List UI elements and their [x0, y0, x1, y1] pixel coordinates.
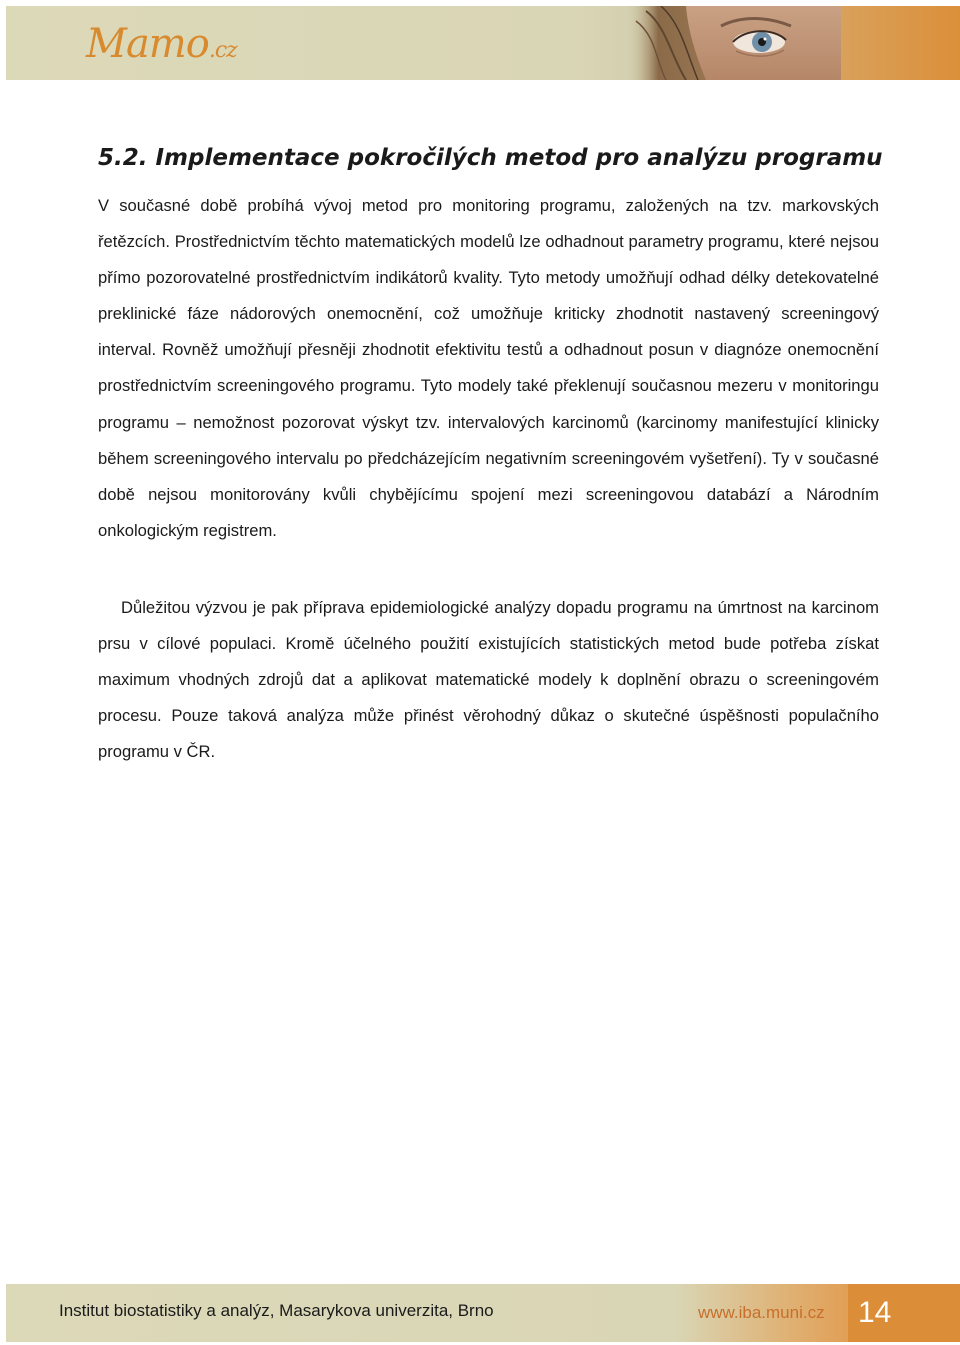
- paragraph-epidemiology: Důležitou výzvou je pak příprava epidemiologické analýzy dopadu programu na úmrtnost na karcinom prsu v cílové populaci. Kromě účelného použití existujících statistických metod bude potřeba získat maximum vhodných zdrojů dat a aplikovat matematické modely k doplnění obrazu o screeningovém procesu. Pouze taková analýza může přinést věrohodný důkaz o skutečné úspěšnosti populačního programu v ČR.: [98, 598, 879, 762]
- page-header: [6, 6, 960, 80]
- footer-url-link[interactable]: www.iba.muni.cz: [698, 1303, 825, 1322]
- mamo-logo: Mamo.cz: [86, 21, 237, 67]
- woman-eye-photo: [626, 6, 841, 80]
- section-title: 5.2. Implementace pokročilých metod pro analýzu programu: [98, 145, 883, 171]
- page-number: 14: [848, 1284, 960, 1342]
- page-footer: [6, 1284, 960, 1342]
- footer-institution: Institut biostatistiky a analýz, Masarykova univerzita, Brno: [59, 1301, 494, 1320]
- paragraph-markov-methods: V současné době probíhá vývoj metod pro monitoring programu, založených na tzv. markovských řetězcích. Prostřednictvím těchto matematických modelů lze odhadnout parametry programu, které nejsou přímo pozorovatelné prostřednictvím indikátorů kvality. Tyto metody umožňují odhad délky detekovatelné preklinické fáze nádorových onemocnění, což umožňuje kriticky zhodnotit nastavený screeningový interval. Rovněž umožňují přesněji zhodnotit efektivitu testů a odhadnout posun v diagnóze onemocnění prostřednictvím screeningového programu. Tyto modely také překlenují současnou mezeru v monitoringu programu – nemožnost pozorovat výskyt tzv. intervalových karcinomů (karcinomy manifestující klinicky během screeningového intervalu po předcházejícím negativním screeningovém vyšetření). Ty v současné době nejsou monitorovány kvůli chybějícímu spojení mezi screeningovou databází a Národním onkologickým registrem.: [98, 196, 879, 540]
